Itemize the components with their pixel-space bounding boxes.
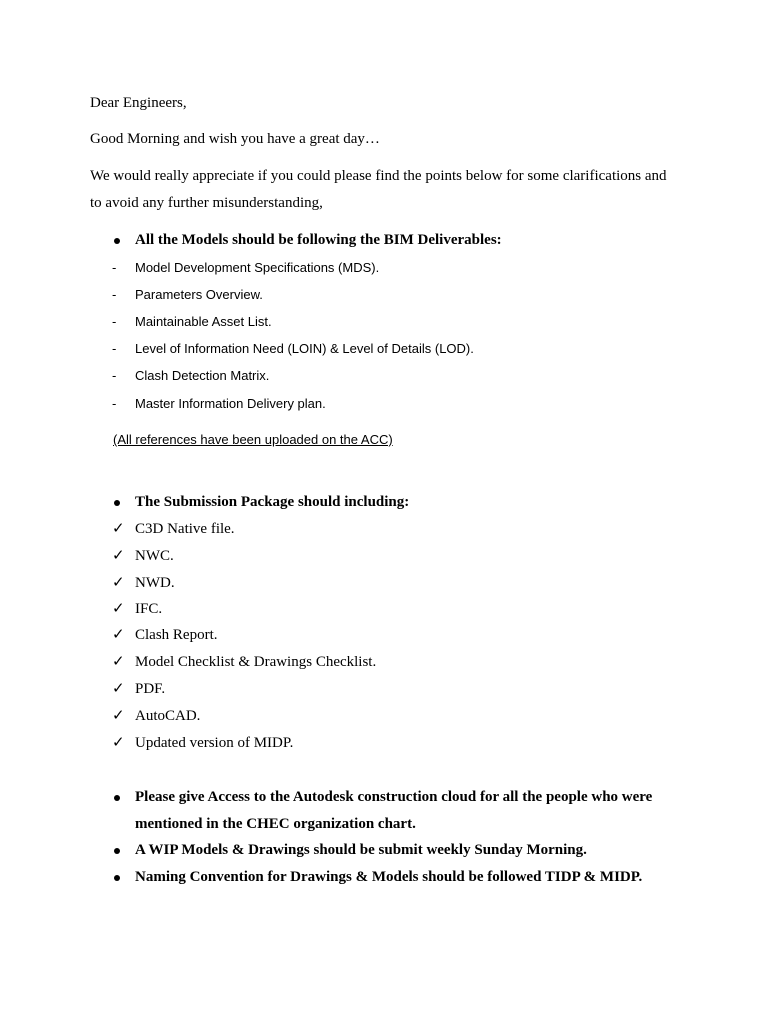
- checklist-item: [90, 626, 690, 644]
- checklist-item-text: AutoCAD.: [135, 708, 201, 724]
- list-item: [90, 259, 690, 277]
- checklist-item-text: NWD.: [135, 575, 175, 591]
- bullet-icon: [114, 795, 120, 801]
- dash-marker: -: [112, 314, 117, 329]
- checklist-item: [90, 600, 690, 618]
- checklist-item: [90, 734, 690, 752]
- list-item-text: Clash Detection Matrix.: [135, 368, 270, 383]
- references-note: (All references have been uploaded on the ACC): [113, 432, 393, 447]
- checklist-item-text: NWC.: [135, 548, 174, 564]
- access-bullet-line-2: mentioned in the CHEC organization chart.: [135, 816, 416, 832]
- access-bullet: [90, 788, 690, 806]
- list-item: [90, 367, 690, 385]
- checklist-item: [90, 707, 690, 725]
- checkmark-icon: ✓: [112, 708, 125, 724]
- list-item-text: Model Development Specifications (MDS).: [135, 260, 380, 275]
- checkmark-icon: ✓: [112, 654, 125, 670]
- bullet-icon: [114, 848, 120, 854]
- section2-heading: The Submission Package should including:: [135, 494, 410, 510]
- list-item: [90, 340, 690, 358]
- access-bullet-line-1: Please give Access to the Autodesk construction cloud for all the people who were: [135, 789, 653, 805]
- checkmark-icon: ✓: [112, 601, 125, 617]
- dash-marker: -: [112, 368, 117, 383]
- list-item: [90, 286, 690, 304]
- list-item: [90, 395, 690, 413]
- checklist-item: [90, 680, 690, 698]
- checkmark-icon: ✓: [112, 735, 125, 751]
- bullet-icon: [114, 875, 120, 881]
- dash-marker: -: [112, 396, 117, 411]
- checklist-item-text: PDF.: [135, 681, 166, 697]
- checkmark-icon: ✓: [112, 627, 125, 643]
- list-item-text: Level of Information Need (LOIN) & Level of Details (LOD).: [135, 341, 474, 356]
- list-item: [90, 313, 690, 331]
- checklist-item-text: C3D Native file.: [135, 521, 235, 537]
- checklist-item: [90, 574, 690, 592]
- checkmark-icon: ✓: [112, 681, 125, 697]
- checkmark-icon: ✓: [112, 575, 125, 591]
- intro-line-1: We would really appreciate if you could please find the points below for some clarifications and: [90, 168, 667, 184]
- naming-bullet-text: Naming Convention for Drawings & Models should be followed TIDP & MIDP.: [135, 869, 643, 885]
- checkmark-icon: ✓: [112, 521, 125, 537]
- intro-line-2: to avoid any further misunderstanding,: [90, 195, 323, 211]
- list-item-text: Maintainable Asset List.: [135, 314, 272, 329]
- salutation: Dear Engineers,: [90, 95, 187, 111]
- checklist-item-text: Updated version of MIDP.: [135, 735, 294, 751]
- section1-heading-bullet: [90, 231, 690, 249]
- bullet-icon: [114, 500, 120, 506]
- section2-heading-bullet: [90, 493, 690, 511]
- greeting: Good Morning and wish you have a great day…: [90, 131, 380, 147]
- naming-bullet: [90, 868, 690, 886]
- checklist-item: [90, 547, 690, 565]
- wip-bullet: [90, 841, 690, 859]
- dash-marker: -: [112, 260, 117, 275]
- bullet-icon: [114, 238, 120, 244]
- wip-bullet-text: A WIP Models & Drawings should be submit weekly Sunday Morning.: [135, 842, 587, 858]
- checklist-item: [90, 520, 690, 538]
- section1-heading: All the Models should be following the BIM Deliverables:: [135, 232, 502, 248]
- checklist-item-text: Model Checklist & Drawings Checklist.: [135, 654, 377, 670]
- list-item-text: Parameters Overview.: [135, 287, 263, 302]
- dash-marker: -: [112, 341, 117, 356]
- checklist-item-text: Clash Report.: [135, 627, 218, 643]
- dash-marker: -: [112, 287, 117, 302]
- checkmark-icon: ✓: [112, 548, 125, 564]
- checklist-item: [90, 653, 690, 671]
- checklist-item-text: IFC.: [135, 601, 163, 617]
- list-item-text: Master Information Delivery plan.: [135, 396, 326, 411]
